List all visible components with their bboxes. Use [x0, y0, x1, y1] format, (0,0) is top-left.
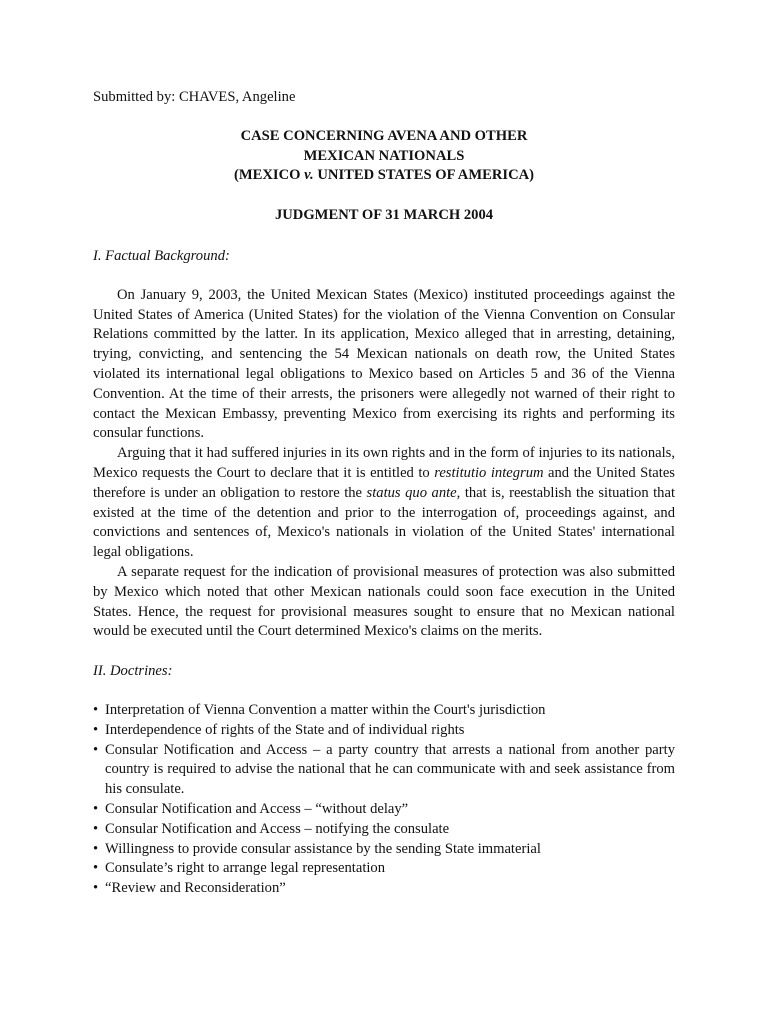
bullet-icon: •	[93, 701, 99, 718]
doctrine-text: Interdependence of rights of the State and of individual rights	[105, 721, 465, 738]
doctrine-text: Willingness to provide consular assistance by the sending State immaterial	[105, 840, 541, 857]
doctrine-item	[93, 721, 675, 741]
section-gap	[93, 642, 675, 662]
doctrine-text: Consulate’s right to arrange legal representation	[105, 860, 386, 877]
doctrine-text: Consular Notification and Access – a party country that arrests a national from another party country is required to advise the national that he can communicate with and seek assistance from his consulate.	[105, 741, 675, 798]
doctrine-item	[93, 741, 675, 800]
paragraph-1: On January 9, 2003, the United Mexican States (Mexico) instituted proceedings against the United States of America (United States) for the violation of the Vienna Convention on Consular Relations committed by the latter. In its application, Mexico alleged that in arresting, detaining, trying, convicting, and sentencing the 54 Mexican nationals on death row, the United States violated its international legal obligations to Mexico based on Articles 5 and 36 of the Vienna Convention. At the time of their arrests, the prisoners were allegedly not warned of their right to contact the Mexican Embassy, preventing Mexico from exercising its rights and performing its consular functions.	[93, 286, 675, 442]
doctrine-item	[93, 859, 675, 879]
bullet-icon: •	[93, 840, 99, 857]
section-heading-factual-background: I. Factual Background:	[93, 247, 230, 264]
bullet-icon: •	[93, 721, 99, 738]
bullet-icon: •	[93, 880, 99, 897]
submitted-by: Submitted by: CHAVES, Angeline	[93, 89, 296, 105]
paragraph-2-part-a: Arguing that it had suffered injuries in its own rights and in the form of injuries to its nationals, Mexico requests the Court to declare that it is entitled to	[93, 445, 675, 481]
section-heading-doctrines: II. Doctrines:	[93, 663, 173, 680]
case-title-line-2: MEXICAN NATIONALS	[303, 147, 465, 164]
case-title-line-3	[93, 166, 675, 186]
judgment-date: JUDGMENT OF 31 MARCH 2004	[274, 207, 494, 224]
paragraph-2-status-quo-ante: status quo ante	[366, 484, 457, 501]
case-title	[93, 127, 675, 186]
doctrine-item	[93, 800, 675, 820]
doctrine-text: Interpretation of Vienna Convention a matter within the Court's jurisdiction	[105, 701, 546, 718]
case-title-line-1: CASE CONCERNING AVENA AND OTHER	[240, 127, 528, 144]
case-title-party-mexico: (MEXICO	[233, 167, 305, 184]
paragraph-2-restitutio-integrum: restitutio integrum	[434, 464, 544, 481]
paragraph-3: A separate request for the indication of provisional measures of protection was also submitted by Mexico which noted that other Mexican nationals could soon face execution in the United States. Hence, the request for provisional measures sought to ensure that no Mexican national would be executed until the Court determined Mexico's claims on the merits.	[93, 563, 675, 640]
doctrine-text: Consular Notification and Access – notifying the consulate	[105, 820, 450, 837]
case-title-party-usa: UNITED STATES OF AMERICA)	[313, 167, 535, 184]
doctrine-text: “Review and Reconsideration”	[105, 880, 286, 897]
doctrine-item	[93, 701, 675, 721]
doctrine-item	[93, 820, 675, 840]
case-title-versus: v.	[304, 167, 314, 184]
doctrine-text: Consular Notification and Access – “without delay”	[105, 800, 409, 817]
paragraph-2-part-b: and the United States therefore is under an obligation to restore the	[93, 464, 675, 501]
bullet-icon: •	[93, 741, 99, 758]
paragraph-2	[93, 444, 675, 563]
bullet-icon: •	[93, 860, 99, 877]
doctrine-item	[93, 879, 675, 899]
paragraph-2-part-c: , that is, reestablish the situation that existed at the time of the detention and prior to the interrogation of, proceedings against, and convictions and sentences of, Mexico's nationals in violation of the United States' international legal obligations.	[93, 484, 676, 561]
bullet-icon: •	[93, 800, 99, 817]
bullet-icon: •	[93, 820, 99, 837]
document-page	[93, 88, 675, 899]
doctrine-item	[93, 840, 675, 860]
doctrines-list	[93, 701, 675, 899]
